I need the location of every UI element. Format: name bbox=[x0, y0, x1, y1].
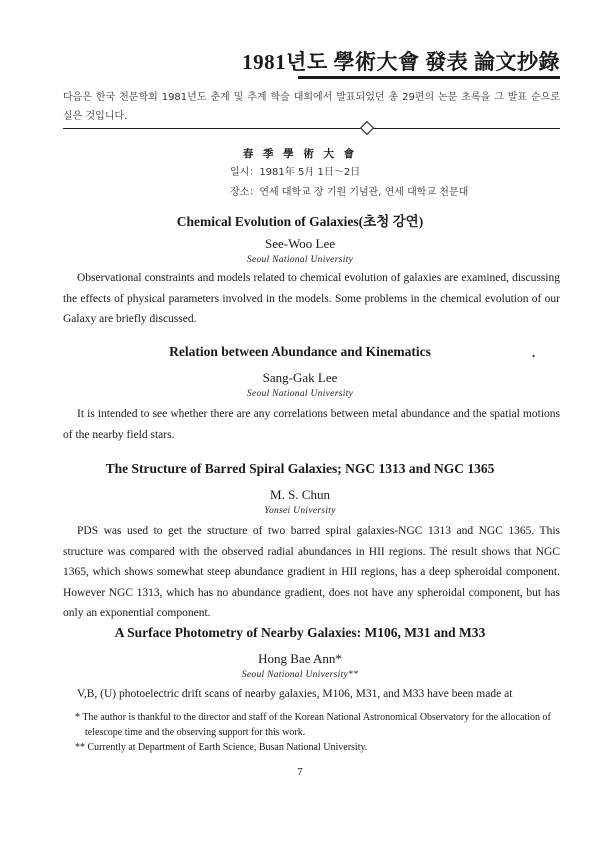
paper-abstract: Observational constraints and models related to chemical evolution of galaxies are examined, discussing the effects of physical parameters involved in the models. Some problems in the chemical evolution of our Galaxy are briefly discussed. bbox=[63, 272, 560, 325]
paper-author: See-Woo Lee bbox=[264, 236, 336, 251]
paper-affiliation: Seoul National University bbox=[246, 389, 354, 399]
session-place: 장소：연세 대학교 장 기원 기념관, 연세 대학교 천문대 bbox=[230, 187, 469, 198]
paper-author: Sang-Gak Lee bbox=[262, 370, 338, 385]
session-meta bbox=[230, 163, 468, 203]
page-number: 7 bbox=[297, 766, 303, 778]
paper-title: Relation between Abundance and Kinematics bbox=[169, 344, 431, 359]
footnote: ** Currently at Department of Earth Science, Busan National University. bbox=[75, 742, 368, 753]
intro-text: 다음은 한국 천문학회 1981년도 춘계 및 추계 학술 대회에서 발표되었던 총 29편의 논문 초록을 그 발표 순으로 실은 것입니다. bbox=[63, 92, 560, 122]
paper-author: M. S. Chun bbox=[270, 487, 330, 502]
paper-title: Chemical Evolution of Galaxies(초청 강연) bbox=[176, 214, 424, 229]
header-rule bbox=[298, 76, 560, 79]
paper-affiliation: Seoul National University** bbox=[241, 670, 359, 680]
paper-affiliation: Yonsei University bbox=[264, 506, 336, 516]
paper-title: A Surface Photometry of Nearby Galaxies: M106, M31 and M33 bbox=[114, 625, 486, 640]
paper-affiliation: Seoul National University bbox=[246, 255, 354, 265]
paper-abstract: V,B, (U) photoelectric drift scans of nearby galaxies, M106, M31, and M33 have been made at bbox=[77, 688, 513, 700]
stray-mark: . bbox=[532, 345, 536, 360]
footnote: * The author is thankful to the director and staff of the Korean National Astronomical Observatory for the allocation of telescope time and the observing support for this work. bbox=[75, 712, 551, 738]
paper-abstract: It is intended to see whether there are any correlations between metal abundance and the spatial motions of the nearby field stars. bbox=[63, 408, 560, 441]
footnotes bbox=[63, 710, 560, 755]
paper-abstract: PDS was used to get the structure of two barred spiral galaxies-NGC 1313 and NGC 1365. This structure was compared with the observed radial abundances in HII regions. The result shows that NGC 1365, which shows somewhat steep abundance gradient in HII regions, has a deep spheroidal component. However NGC 1313, which has no abundance gradient, does not have any spheroidal component, but has only an exponential component. bbox=[63, 525, 560, 619]
paper-author: Hong Bae Ann* bbox=[258, 651, 342, 666]
paper-title: The Structure of Barred Spiral Galaxies; NGC 1313 and NGC 1365 bbox=[105, 461, 495, 476]
session-title: 春 季 學 術 大 會 bbox=[242, 148, 358, 160]
session-date: 일시：1981年 5月 1日～2日 bbox=[230, 167, 361, 178]
section-header-title: 1981년도 學術大會 發表 論文抄錄 bbox=[242, 50, 560, 74]
intro-divider bbox=[63, 128, 560, 129]
